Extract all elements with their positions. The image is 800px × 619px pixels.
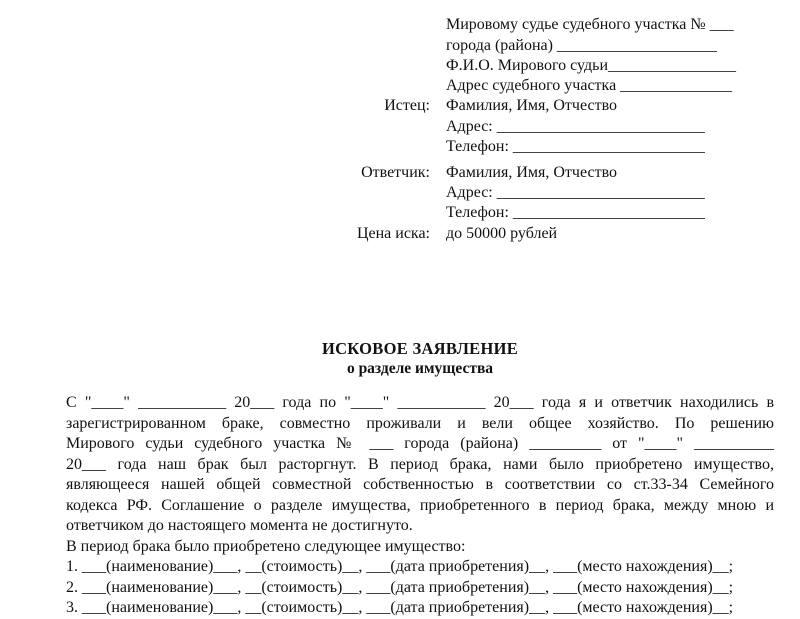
paragraph-line: зарегистрированном браке, совместно проживали и вели общее хозяйство. По решению xyxy=(66,414,774,432)
plaintiff-address-line: Адрес: __________________________ xyxy=(446,118,705,135)
court-addressee-line: Мировому судье судебного участка № ___ xyxy=(446,16,734,33)
paragraph-line: С "____" ___________ 20___ года по "____" ___________ 20___ года я и ответчик находились в xyxy=(66,394,774,411)
paragraph-line: 20___ года наш брак был расторгнут. В период брака, нами было приобретено имущество, xyxy=(66,455,774,473)
paragraph-line: ответчиком до настоящего момента не достигнуто. xyxy=(66,517,413,534)
defendant-label: Ответчик: xyxy=(361,164,430,181)
property-list-item: 1. ___(наименование)___, __(стоимость)__, ___(дата приобретения)__, ___(место нахождения)__; xyxy=(66,558,734,575)
plaintiff-phone-line: Телефон: ________________________ xyxy=(446,138,705,155)
document-title: ИСКОВОЕ ЗАЯВЛЕНИЕ xyxy=(321,339,519,358)
claim-price-label: Цена иска: xyxy=(356,225,430,242)
plaintiff-label: Истец: xyxy=(384,97,430,114)
paragraph-line: являющееся нашей общей совместной собственностью в соответствии со ст.33-34 Семейного xyxy=(66,476,774,493)
paragraph-line: кодекса РФ. Соглашение о разделе имущества, приобретенного в период брака, между мною и xyxy=(66,496,774,514)
judge-name-line: Ф.И.О. Мирового судьи________________ xyxy=(446,57,737,74)
claim-body xyxy=(66,393,774,619)
court-address-line: Адрес судебного участка ______________ xyxy=(446,77,733,94)
property-list-item: 2. ___(наименование)___, __(стоимость)__, ___(дата приобретения)__, ___(место нахождения)__; xyxy=(66,578,734,596)
document-subtitle: о разделе имущества xyxy=(346,360,494,377)
defendant-phone-line: Телефон: ________________________ xyxy=(446,204,705,221)
defendant-name-line: Фамилия, Имя, Отчество xyxy=(446,164,618,181)
defendant-address-line: Адрес: __________________________ xyxy=(446,184,705,201)
property-list-item: 3. ___(наименование)___, __(стоимость)__, ___(дата приобретения)__, ___(место нахождения)__; xyxy=(66,599,734,616)
paragraph-line: Мирового судьи судебного участка № ___ города (района) _________ от "____" __________ xyxy=(66,435,774,452)
plaintiff-name-line: Фамилия, Имя, Отчество xyxy=(446,97,618,114)
claim-price-value: до 50000 рублей xyxy=(446,225,558,242)
court-city-line: города (района) ____________________ xyxy=(446,37,717,54)
property-list-intro: В период брака было приобретено следующее имущество: xyxy=(66,537,466,555)
